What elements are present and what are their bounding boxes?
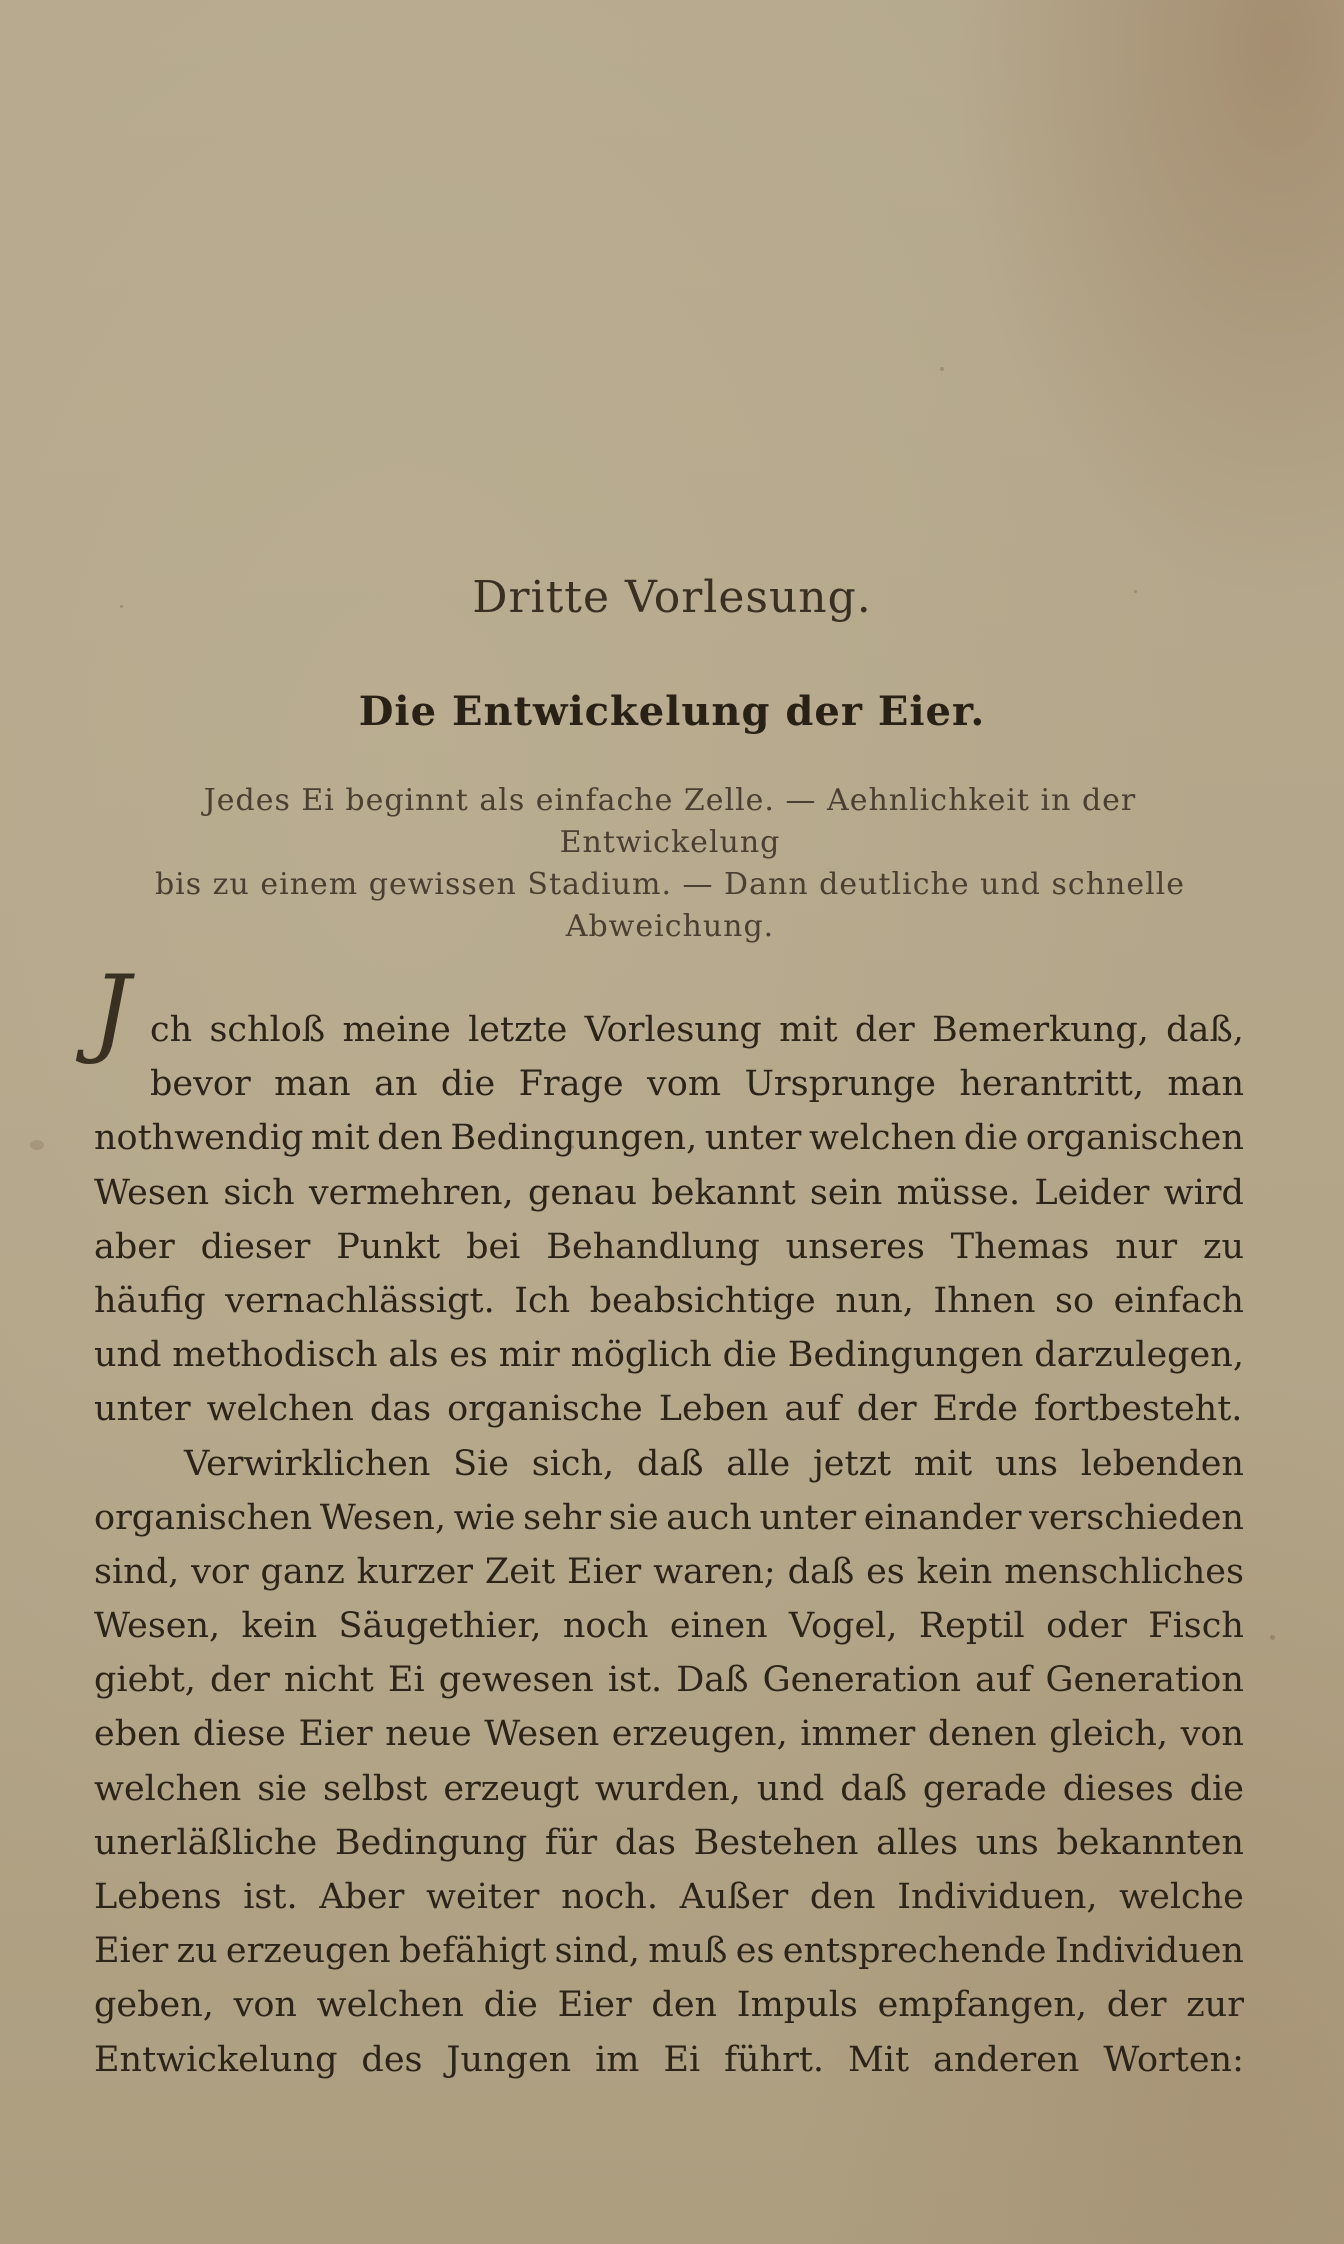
word: möglich <box>570 1335 712 1376</box>
word: noch. <box>561 1877 658 1917</box>
word: Generation <box>1045 1660 1244 1701</box>
word: als <box>388 1335 439 1376</box>
word: müsse. <box>896 1172 1021 1213</box>
word: von <box>233 1985 297 2026</box>
word: mit <box>779 1010 838 1050</box>
word: erzeugen, <box>611 1714 788 1755</box>
word: es <box>735 1931 775 1972</box>
word: lebenden <box>1080 1443 1244 1484</box>
word: daß <box>787 1551 855 1592</box>
word: Säugethier, <box>338 1606 542 1647</box>
word: welchen <box>808 1118 957 1159</box>
word: einfach <box>1113 1280 1244 1321</box>
word: Sie <box>453 1443 509 1484</box>
word: herantritt, <box>959 1064 1144 1105</box>
word: auf <box>784 1389 841 1430</box>
word: vermehren, <box>308 1172 514 1213</box>
word: daß <box>636 1443 704 1484</box>
word: sein <box>809 1172 883 1213</box>
word: Ursprunge <box>744 1064 936 1105</box>
word: die <box>440 1064 496 1105</box>
text-line <box>94 1220 1244 1274</box>
word: der <box>854 1010 915 1050</box>
word: nun, <box>835 1280 914 1321</box>
text-line <box>94 1816 1244 1870</box>
word: Entwickelung <box>94 2039 338 2080</box>
word: uns <box>994 1443 1059 1484</box>
word: ist. <box>607 1660 663 1701</box>
summary-line: Jedes Ei beginnt als einfache Zelle. — Aehnlichkeit in der Entwickelung <box>203 783 1137 860</box>
text-line <box>94 1274 1244 1328</box>
word: unseres <box>785 1226 925 1267</box>
word: zu <box>176 1931 218 1972</box>
word: Individuen <box>1054 1931 1244 1972</box>
word: Individuen, <box>897 1877 1098 1917</box>
word: auf <box>975 1660 1032 1701</box>
text-line <box>94 1111 1244 1165</box>
text-line <box>94 1653 1244 1707</box>
text-line <box>94 1057 1244 1111</box>
word: diese <box>192 1714 286 1755</box>
word: Lebens <box>94 1877 222 1917</box>
word: gewesen <box>438 1660 594 1701</box>
word: sich <box>223 1172 295 1213</box>
word: erzeugen <box>225 1931 391 1972</box>
word: das <box>614 1822 676 1863</box>
word: Wesen, <box>94 1606 221 1647</box>
word: mit <box>311 1118 370 1159</box>
word: zu <box>1203 1226 1244 1267</box>
word: Eier <box>298 1714 373 1755</box>
word: Leider <box>1034 1172 1150 1213</box>
text-line <box>94 1924 1244 1978</box>
word: waren; <box>653 1551 776 1592</box>
word: von <box>1180 1714 1244 1755</box>
text-line <box>94 1437 1244 1491</box>
word: bekannten <box>1056 1822 1244 1863</box>
word: befähigt <box>399 1931 547 1972</box>
text-line <box>94 1382 1244 1436</box>
word: Impuls <box>736 1985 858 2026</box>
word: vernachlässigt. <box>225 1280 495 1321</box>
body-text <box>94 1003 1244 2087</box>
paper-fleck <box>30 1140 44 1150</box>
word: bei <box>466 1226 521 1267</box>
word: man <box>274 1064 351 1105</box>
word: beabsichtige <box>589 1280 816 1321</box>
summary-line: Abweichung. <box>565 909 775 944</box>
word: empfangen, <box>877 1985 1088 2026</box>
word: meine <box>342 1010 451 1050</box>
word: daß, <box>1166 1010 1244 1050</box>
text-line <box>94 1491 1244 1545</box>
text-line <box>94 1707 1244 1761</box>
word: für <box>544 1822 598 1863</box>
word: denen <box>927 1714 1037 1755</box>
text-line <box>94 1870 1244 1924</box>
word: fortbesteht. <box>1034 1389 1243 1430</box>
word: unter <box>704 1118 802 1159</box>
word: wurden, <box>594 1768 741 1809</box>
word: Bedingung <box>334 1822 528 1863</box>
word: wird <box>1163 1172 1244 1213</box>
word: menschliches <box>1004 1551 1244 1592</box>
word: häufig <box>94 1280 206 1321</box>
word: Eier <box>557 1985 632 2026</box>
paper-fleck <box>940 367 944 371</box>
word: schloß <box>209 1010 326 1050</box>
text-line <box>94 1328 1244 1382</box>
word: selbst <box>323 1768 428 1809</box>
word: Worten: <box>1103 2039 1244 2080</box>
text-line <box>94 2033 1244 2087</box>
word: Bedingungen <box>787 1335 1024 1376</box>
word: Wesen <box>484 1714 600 1755</box>
word: Jungen <box>446 2039 572 2080</box>
word: letzte <box>468 1010 568 1050</box>
word: die <box>963 1118 1019 1159</box>
word: immer <box>800 1714 916 1755</box>
word: den <box>377 1118 443 1159</box>
word: des <box>361 2039 423 2080</box>
word: Ei <box>663 2039 701 2080</box>
word: den <box>809 1877 876 1917</box>
word: führt. <box>724 2039 825 2080</box>
word: Themas <box>950 1226 1090 1267</box>
word: verschieden <box>1029 1497 1244 1538</box>
word: Wesen <box>94 1172 210 1213</box>
chapter-summary <box>90 780 1250 948</box>
word: sind, <box>94 1551 180 1592</box>
word: Erde <box>932 1389 1018 1430</box>
word: Aber <box>319 1877 405 1917</box>
word: eben <box>94 1714 181 1755</box>
word: aber <box>94 1226 175 1267</box>
word: jetzt <box>812 1443 892 1484</box>
word: vor <box>191 1551 249 1592</box>
word: Bemerkung, <box>931 1010 1149 1050</box>
word: so <box>1055 1280 1095 1321</box>
word: die <box>483 1985 538 2026</box>
word: kein <box>241 1606 318 1647</box>
word: Mit <box>847 2039 910 2080</box>
word: Reptil <box>918 1606 1025 1647</box>
word: organische <box>447 1389 643 1430</box>
lecture-title: Dritte Vorlesung. <box>472 572 872 623</box>
word: Behandlung <box>546 1226 760 1267</box>
word: die <box>1189 1768 1244 1809</box>
word: Wesen, <box>319 1497 446 1538</box>
word: Punkt <box>336 1226 441 1267</box>
word: bekannt <box>651 1172 796 1213</box>
word: oder <box>1046 1606 1127 1647</box>
word: dieser <box>200 1226 311 1267</box>
word: welchen <box>316 1985 464 2026</box>
word: Ei <box>387 1660 425 1701</box>
word: Generation <box>762 1660 962 1701</box>
word: Vogel, <box>788 1606 898 1647</box>
word: geben, <box>94 1985 214 2026</box>
word: unerläßliche <box>94 1822 318 1863</box>
word: organischen <box>94 1497 313 1538</box>
word: ch <box>150 1010 193 1050</box>
word: das <box>369 1389 432 1430</box>
word: alle <box>726 1443 791 1484</box>
word: Vorlesung <box>584 1010 762 1050</box>
word: der <box>1106 1985 1167 2026</box>
word: noch <box>562 1606 649 1647</box>
word: welche <box>1119 1877 1244 1917</box>
text-line <box>94 1166 1244 1220</box>
word: Daß <box>676 1660 749 1701</box>
word: welchen <box>206 1389 354 1430</box>
word: Ich <box>514 1280 571 1321</box>
word: erzeugt <box>443 1768 579 1809</box>
word: genau <box>527 1172 638 1213</box>
word: Außer <box>679 1877 789 1917</box>
word: sie <box>257 1768 308 1809</box>
word: der <box>209 1660 270 1701</box>
word: wie <box>453 1497 516 1538</box>
drop-cap-initial: J <box>92 955 131 1067</box>
word: sich, <box>531 1443 615 1484</box>
word: ganz <box>260 1551 345 1592</box>
word: entsprechende <box>782 1931 1047 1972</box>
text-line <box>94 1978 1244 2032</box>
word: einander <box>863 1497 1022 1538</box>
word: giebt, <box>94 1660 196 1701</box>
word: dieses <box>1062 1768 1174 1809</box>
word: Bedingungen, <box>450 1118 698 1159</box>
word: es <box>449 1335 488 1376</box>
word: der <box>856 1389 917 1430</box>
word: Fisch <box>1148 1606 1244 1647</box>
word: nur <box>1115 1226 1178 1267</box>
word: organischen <box>1025 1118 1244 1159</box>
word: Eier <box>94 1931 169 1972</box>
word: alles <box>876 1822 959 1863</box>
word: einen <box>669 1606 768 1647</box>
word: Verwirklichen <box>184 1443 431 1484</box>
word: man <box>1167 1064 1244 1105</box>
text-line <box>94 1003 1244 1057</box>
word: den <box>651 1985 718 2026</box>
word: Zeit <box>484 1551 556 1592</box>
word: Frage <box>518 1064 624 1105</box>
word: die <box>722 1335 777 1376</box>
word: im <box>595 2039 640 2080</box>
word: bevor <box>150 1064 251 1105</box>
word: Eier <box>567 1551 642 1592</box>
word: kurzer <box>356 1551 474 1592</box>
word: kein <box>916 1551 993 1592</box>
word: darzulegen, <box>1034 1335 1244 1376</box>
word: muß <box>648 1931 728 1972</box>
word: Leben <box>658 1389 769 1430</box>
word: zur <box>1186 1985 1244 2026</box>
word: anderen <box>932 2039 1080 2080</box>
word: nothwendig <box>94 1118 304 1159</box>
word: und <box>94 1335 162 1376</box>
word: mir <box>498 1335 560 1376</box>
word: nicht <box>283 1660 374 1701</box>
text-line <box>94 1599 1244 1653</box>
word: weiter <box>426 1877 540 1917</box>
word: Ihnen <box>933 1280 1036 1321</box>
text-line <box>94 1545 1244 1599</box>
word: gerade <box>922 1768 1047 1809</box>
word: mit <box>913 1443 973 1484</box>
word: gleich, <box>1049 1714 1169 1755</box>
word: ist. <box>243 1877 298 1917</box>
word: daß <box>840 1768 907 1809</box>
word: Bestehen <box>693 1822 859 1863</box>
word: methodisch <box>172 1335 378 1376</box>
word: sind, <box>554 1931 640 1972</box>
word: unter <box>94 1389 191 1430</box>
word: vom <box>647 1064 722 1105</box>
word: es <box>866 1551 905 1592</box>
paper-fleck <box>1270 1635 1275 1640</box>
word: sehr <box>523 1497 602 1538</box>
word: auch <box>666 1497 752 1538</box>
word: neue <box>385 1714 472 1755</box>
word: welchen <box>94 1768 242 1809</box>
word: unter <box>759 1497 857 1538</box>
word: sie <box>608 1497 659 1538</box>
summary-line: bis zu einem gewissen Stadium. — Dann deutliche und schnelle <box>154 867 1186 902</box>
chapter-title: Die Entwickelung der Eier. <box>358 688 986 735</box>
text-line <box>94 1762 1244 1816</box>
word: und <box>756 1768 825 1809</box>
word: an <box>374 1064 418 1105</box>
word: uns <box>975 1822 1039 1863</box>
